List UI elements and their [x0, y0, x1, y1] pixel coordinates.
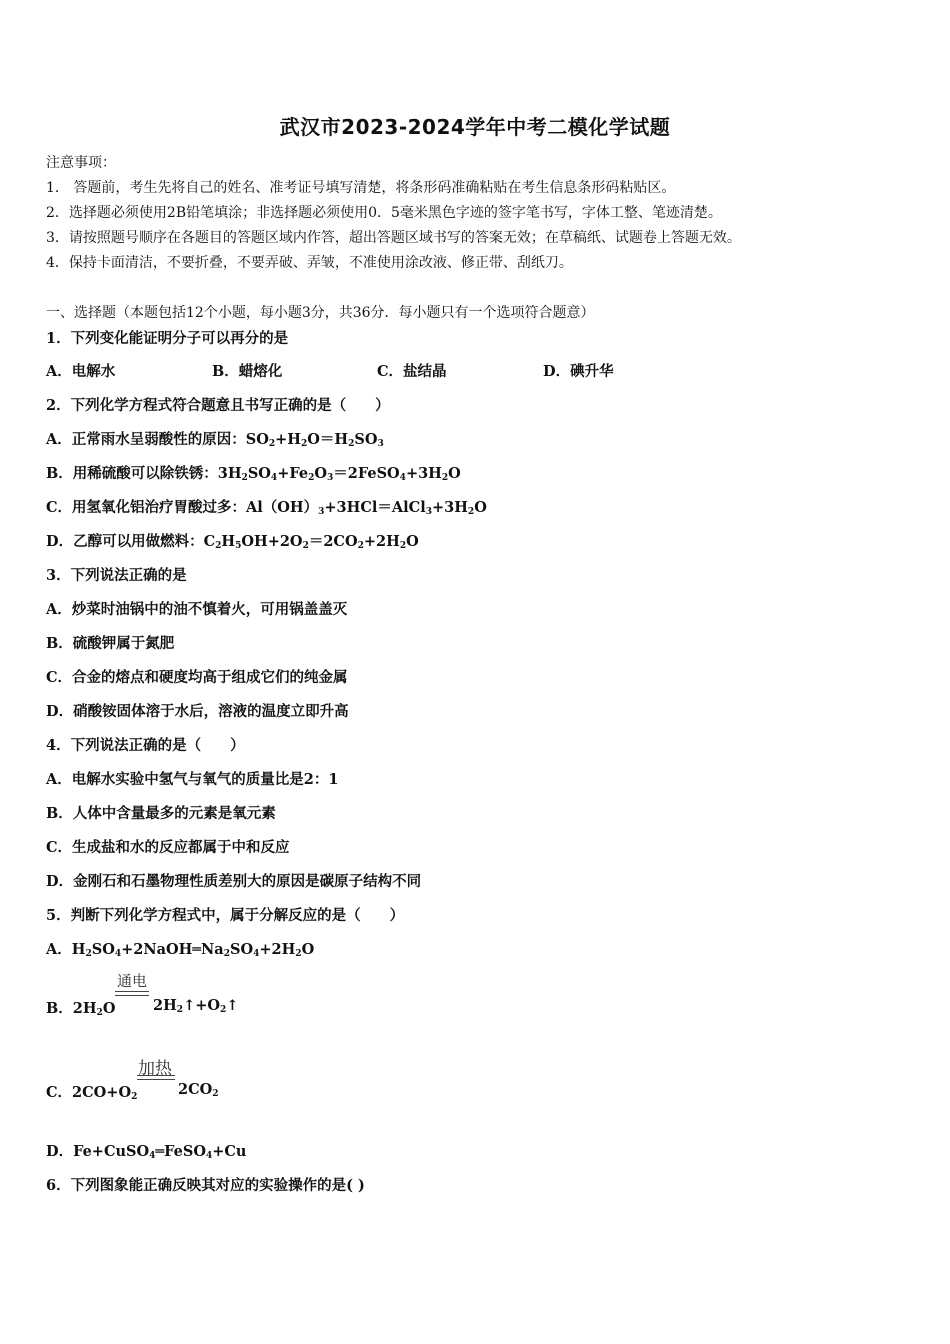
notice-item-4: 4．保持卡面清洁，不要折叠，不要弄破、弄皱，不准使用涂改液、修正带、刮纸刀。: [46, 255, 573, 271]
q1-option-b: B．蜡熔化: [212, 363, 283, 380]
q5-option-c-products: $2CO_2$: [178, 1081, 219, 1099]
q3-option-d: D．硝酸铵固体溶于水后，溶液的温度立即升高: [46, 703, 349, 720]
q2-option-a: A．正常雨水呈弱酸性的原因：$SO_2+H_2O=H_2SO_3$: [46, 431, 384, 449]
q3-option-a: A．炒菜时油锅中的油不慎着火，可用锅盖盖灭: [46, 601, 348, 618]
q2-stem: 2．下列化学方程式符合题意且书写正确的是（ ）: [46, 397, 390, 414]
q3-option-b: B．硫酸钾属于氮肥: [46, 635, 175, 652]
q5-option-b-condition: 通电: [117, 972, 148, 990]
q5-option-c-equals-sign: [137, 1075, 175, 1080]
q2-option-c: C．用氢氧化铝治疗胃酸过多：$Al(OH)_3+3HCl=AlCl_3+3H_2O$: [46, 499, 487, 517]
notice-heading: 注意事项：: [46, 155, 116, 171]
q4-stem: 4．下列说法正确的是（ ）: [46, 737, 245, 754]
notice-item-1: 1． 答题前，考生先将自己的姓名、准考证号填写清楚，将条形码准确粘贴在考生信息条形码粘贴区。: [46, 180, 676, 196]
q4-option-d: D．金刚石和石墨物理性质差别大的原因是碳原子结构不同: [46, 873, 422, 890]
q1-option-d: D．碘升华: [543, 363, 614, 380]
q3-stem: 3．下列说法正确的是: [46, 567, 187, 584]
q5-option-c-condition: 加热: [138, 1059, 172, 1079]
q1-stem: 1．下列变化能证明分子可以再分的是: [46, 330, 289, 347]
section-heading: 一、选择题（本题包括12个小题，每小题3分，共36分．每小题只有一个选项符合题意）: [46, 305, 595, 321]
q5-option-b-equals-sign: [115, 991, 149, 996]
q5-option-a: A．$H_2SO_4+2NaOH═Na_2SO_4+2H_2O$: [46, 941, 315, 959]
page-title: 武汉市2023-2024学年中考二模化学试题: [279, 115, 671, 139]
q6-stem: 6．下列图象能正确反映其对应的实验操作的是( ): [46, 1177, 365, 1194]
q1-option-c: C．盐结晶: [377, 363, 447, 380]
q1-option-a: A．电解水: [46, 363, 116, 380]
q2-option-d: D．乙醇可以用做燃料：$C_2H_5OH+2O_2=2CO_2+2H_2O$: [46, 533, 419, 551]
q4-option-a: A．电解水实验中氢气与氧气的质量比是2：1: [46, 771, 339, 788]
q4-option-b: B．人体中含量最多的元素是氧元素: [46, 805, 276, 822]
q5-option-d: D．Fe+CuSO$_4$═FeSO$_4$+Cu: [46, 1143, 247, 1161]
q4-option-c: C．生成盐和水的反应都属于中和反应: [46, 839, 290, 856]
q5-stem: 5．判断下列化学方程式中，属于分解反应的是（ ）: [46, 907, 405, 924]
q5-option-b-products: $2H_2↑+O_2↑$: [153, 997, 239, 1015]
notice-item-2: 2．选择题必须使用2B铅笔填涂；非选择题必须使用0．5毫米黑色字迹的签字笔书写，字体工整、笔迹清楚。: [46, 205, 722, 221]
notice-item-3: 3．请按照题号顺序在各题目的答题区域内作答，超出答题区域书写的答案无效；在草稿纸、试题卷上答题无效。: [46, 230, 741, 246]
q5-option-c-reactants: C．$2CO+O_2$: [46, 1084, 138, 1102]
q5-option-b-reactants: B．$2H_2O$: [46, 1000, 116, 1018]
q2-option-b: B．用稀硫酸可以除铁锈：$3H_2SO_4+Fe_2O_3=2FeSO_4+3H_2O$: [46, 465, 461, 483]
q3-option-c: C．合金的熔点和硬度均高于组成它们的纯金属: [46, 669, 348, 686]
